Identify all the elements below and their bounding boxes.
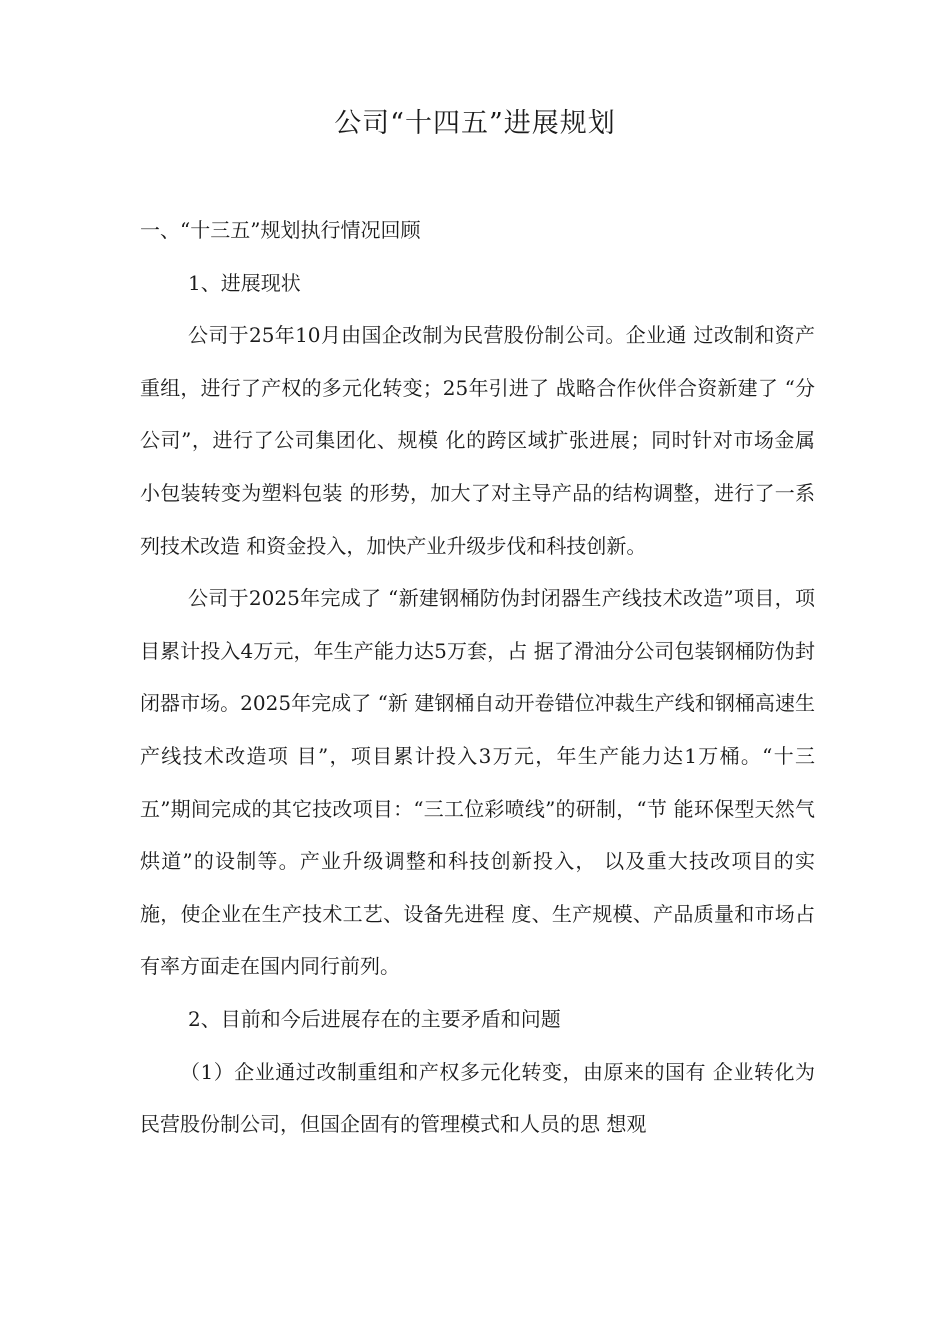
paragraph: （1）企业通过改制重组和产权多元化转变，由原来的国有 企业转化为民营股份制公司，但国企固有的管理模式和人员的思 想观 [140, 1059, 815, 1137]
document-title: 公司“十四五”进展规划 [334, 108, 616, 139]
paragraph: 公司于2025年完成了 “新建钢桶防伪封闭器生产线技术改造”项目，项目累计投入4万元，年生产能力达5万套，占 据了滑油分公司包装钢桶防伪封闭器市场。2025年完成了 “新 建钢桶自动开卷错位冲裁生产线和钢桶高速生产线技术改造项 目”，项目累计投入3万元，年生产能力达1万桶。“十三 五”期间完成的其它技改项目：“三工位彩喷线”的研制，“节 能环保型天然气烘道”的设制等。产业升级调整和科技创新投入， 以及重大技改项目的实施，使企业在生产技术工艺、设备先进程 度、生产规模、产品质量和市场占有率方面走在国内同行前列。 [140, 586, 815, 979]
document-body [140, 204, 815, 1151]
subsection-heading: 1、进展现状 [188, 270, 301, 295]
section-heading: 一、“十三五”规划执行情况回顾 [140, 218, 421, 242]
paragraph: 公司于25年10月由国企改制为民营股份制公司。企业通 过改制和资产重组，进行了产权的多元化转变；25年引进了 战略合作伙伴合资新建了 “分公司”，进行了公司集团化、规模 化的跨区域扩张进展；同时针对市场金属小包装转变为塑料包装 的形势，加大了对主导产品的结构调整，进行了一系列技术改造 和资金投入，加快产业升级步伐和科技创新。 [140, 323, 815, 558]
subsection-heading: 2、目前和今后进展存在的主要矛盾和问题 [188, 1006, 561, 1031]
